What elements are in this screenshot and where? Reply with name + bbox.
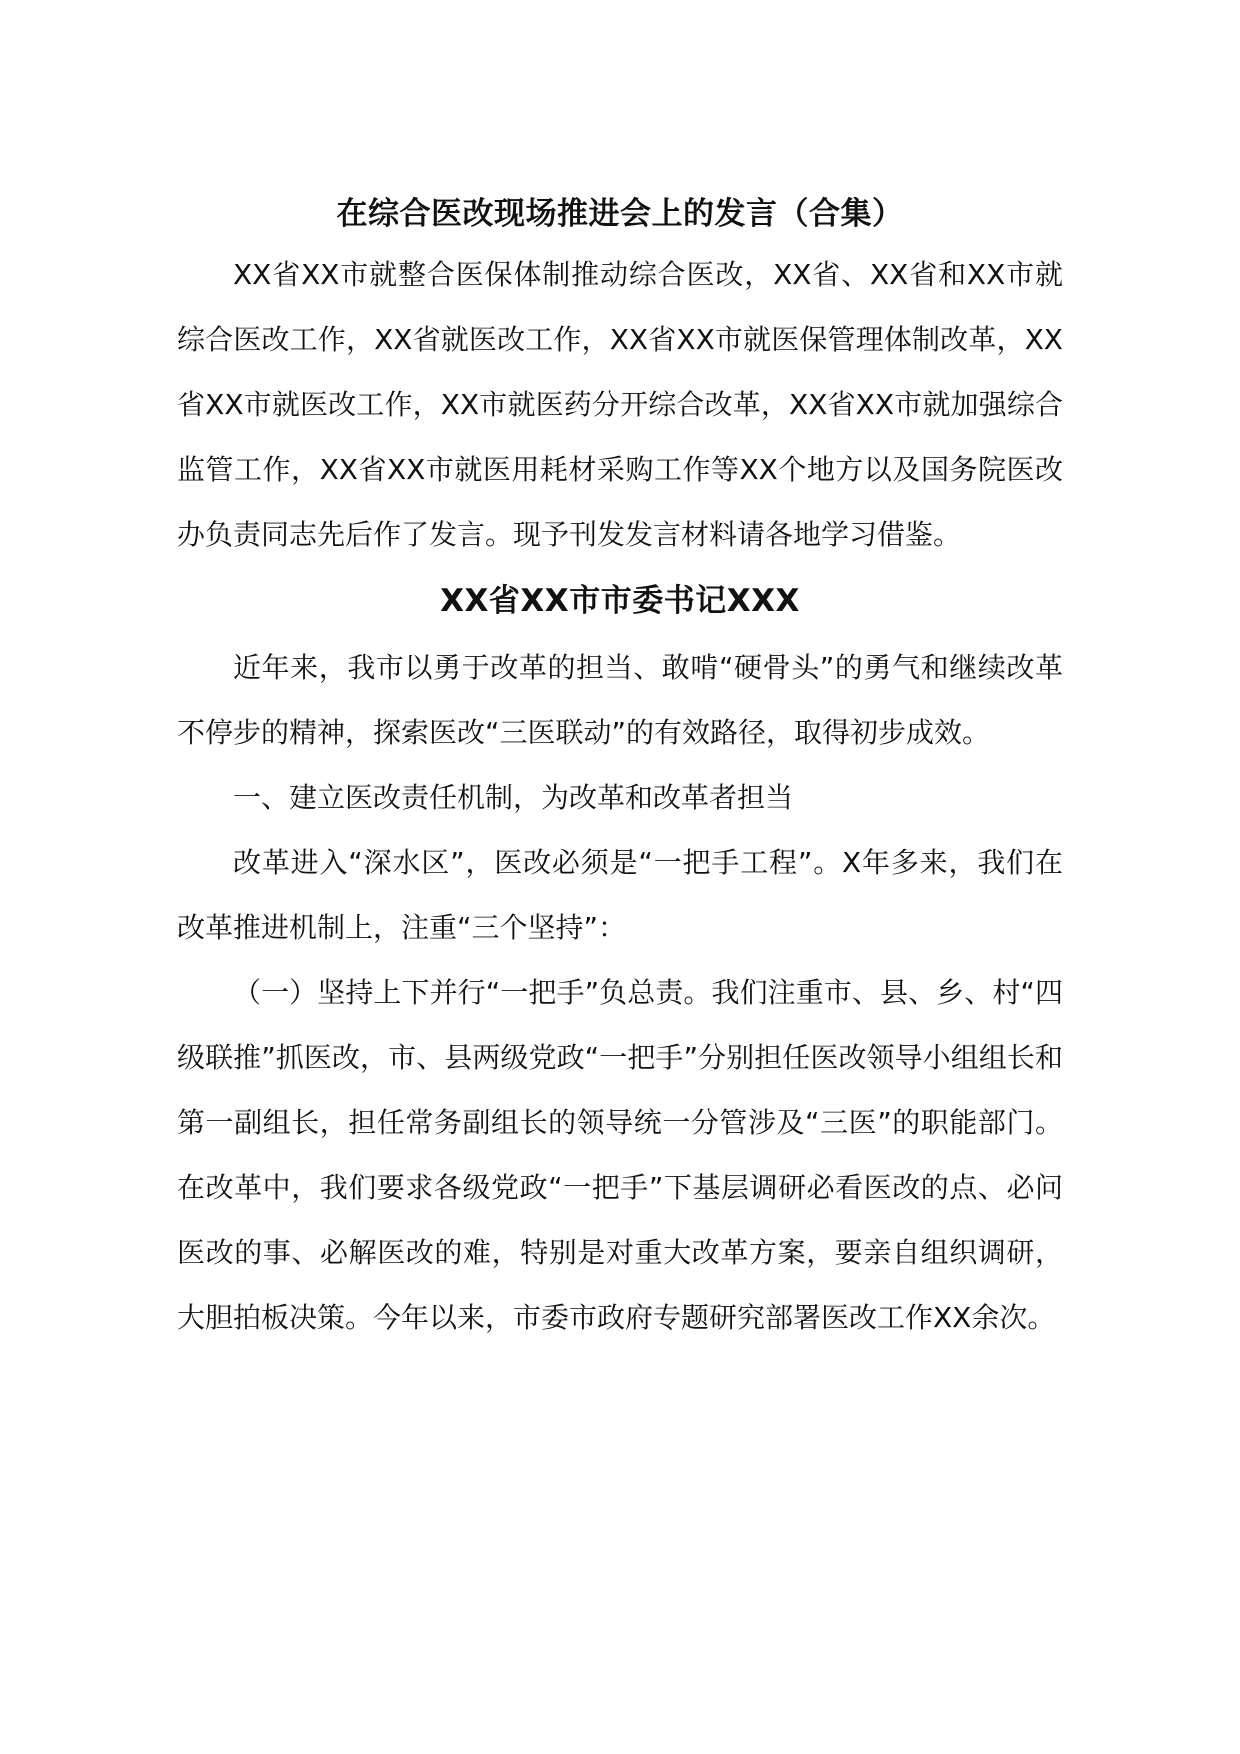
body-heading-1: 一、建立医改责任机制，为改革和改革者担当 bbox=[233, 781, 794, 814]
body-paragraph-3: （一）坚持上下并行“一把手”负总责。我们注重市、县、乡、村“四级联推”抓医改，市、县两级党政“一把手”分别担任医改领导小组组长和第一副组长，担任常务副组长的领导统一分管涉及“三医”的职能部门。在改革中，我们要求各级党政“一把手”下基层调研必看医改的点、必问医改的事、必解医改的难，特别是对重大改革方案，要亲自组织调研，大胆拍板决策。今年以来，市委市政府专题研究部署医改工作XX余次。 bbox=[177, 976, 1063, 1334]
section-heading: XX省XX市市委书记XXX bbox=[440, 583, 800, 619]
intro-paragraph: XX省XX市就整合医保体制推动综合医改，XX省、XX省和XX市就综合医改工作，XX省就医改工作，XX省XX市就医保管理体制改革，XX省XX市就医改工作，XX市就医药分开综合改革，XX省XX市就加强综合监管工作，XX省XX市就医用耗材采购工作等XX个地方以及国务院医改办负责同志先后作了发言。现予刊发发言材料请各地学习借鉴。 bbox=[177, 258, 1063, 551]
body-paragraph-2: 改革进入“深水区”，医改必须是“一把手工程”。X年多来，我们在改革推进机制上，注重“三个坚持”： bbox=[177, 846, 1063, 944]
body-paragraph-1: 近年来，我市以勇于改革的担当、敢啃“硬骨头”的勇气和继续改革不停步的精神，探索医改“三医联动”的有效路径，取得初步成效。 bbox=[177, 651, 1063, 749]
document-title: 在综合医改现场推进会上的发言（合集） bbox=[336, 196, 904, 232]
document-body bbox=[177, 186, 1063, 1350]
